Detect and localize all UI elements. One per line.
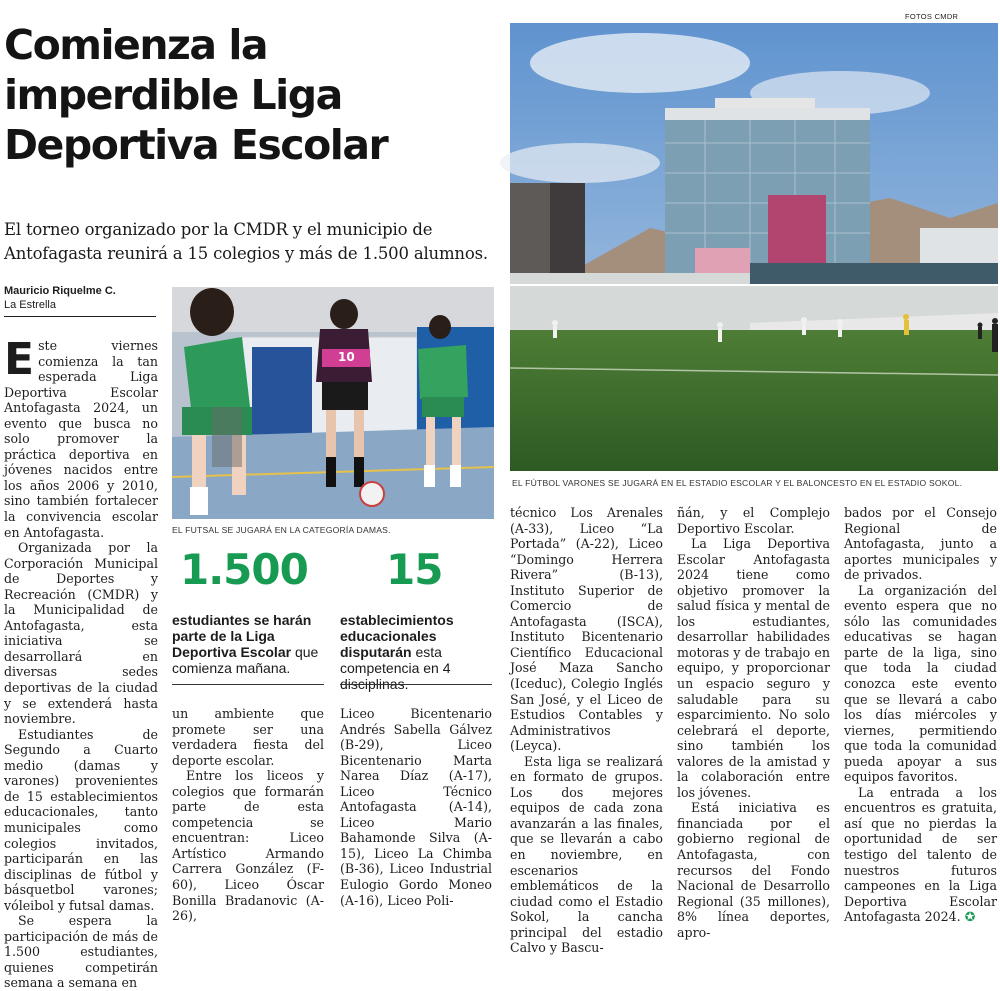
paragraph: Estudiantes de Segundo a Cuarto medio (damas y varones) provenientes de 15 establecimientos educacionales, tanto municipales como colegios invitados, participarán en las disciplinas de fútbol y básquetbol varones; vóleibol y futsal damas.	[4, 726, 158, 913]
paragraph-text: La entrada a los encuentros es gratuita, así que no pierdas la oportunidad de ser testigo del talento de nuestros futuros campeones en la Liga Deportiva Escolar Antofagasta 2024.	[844, 784, 997, 925]
paragraph: un ambiente que promete ser una verdadera fiesta del deporte escolar.	[172, 706, 324, 768]
stat-students-bold: estudiantes se harán parte de la Liga Deportiva Escolar	[172, 612, 312, 660]
body-column-2	[172, 706, 324, 924]
paragraph-text: ste viernes comienza la tan esperada Liga Deportiva Escolar Antofagasta 2024, un evento que busca no solo promover la práctica deportiva en jóvenes nacidos entre los años 2006 y 2010, sino también fortalecer la convivencia escolar en Antofagasta.	[4, 338, 158, 540]
photo-credit: FOTOS CMDR	[905, 12, 959, 21]
end-mark-icon: ✪	[964, 909, 976, 925]
stat-students-text	[172, 612, 327, 676]
paragraph: Organizada por la Corporación Municipal de Deportes y Recreación (CMDR) y la Municipalidad de Antofagasta, esta iniciativa se desarrollará en diversas sedes deportivas de la ciudad y se extenderá hasta noviembre.	[4, 540, 158, 727]
futsal-photo	[172, 287, 494, 519]
stat-students-divider	[172, 684, 324, 685]
paragraph: Liceo Bicentenario Andrés Sabella Gálvez (B-29), Liceo Bicentenario Marta Narea Díaz (A-17), Liceo Técnico Antofagasta (A-14), Liceo Mario Bahamonde Silva (A-15), Liceo La Chimba (B-36), Liceo Industrial Eulogio Gordo Moneo (A-16), Liceo Poli-	[340, 706, 492, 908]
stat-students-rest: que comienza mañana.	[172, 644, 319, 676]
body-column-3	[340, 706, 492, 908]
body-column-1	[4, 334, 158, 991]
stat-schools-bold: establecimientos educacionales disputarán	[340, 612, 454, 660]
paragraph: ñán, y el Complejo Deportivo Escolar.	[677, 505, 830, 536]
stat-students-value: 1.500	[180, 545, 308, 594]
outlet-name: La Estrella	[4, 299, 56, 311]
stat-schools-value: 15	[386, 545, 443, 594]
paragraph: Se espera la participación de más de 1.500 estudiantes, quienes competirán semana a semana en	[4, 913, 158, 991]
stadium-photo	[510, 23, 998, 471]
paragraph: bados por el Consejo Regional de Antofagasta, junto a aportes municipales y de privados.	[844, 505, 997, 583]
paragraph: Está iniciativa es financiada por el gobierno regional de Antofagasta, con recursos del Fondo Nacional de Desarrollo Regional (35 millones), 8% línea deportes, apro-	[677, 800, 830, 940]
paragraph: La Liga Deportiva Escolar Antofagasta 2024 tiene como objetivo promover la salud física y mental de los estudiantes, desarrollar habilidades motoras y de trabajo en equipo, y proporcionar un espacio seguro y saludable para su esparcimiento. No solo celebrará el deporte, sino también los valores de la amistad y la colaboración entre los jóvenes.	[677, 536, 830, 800]
stat-schools-rest: esta competencia en 4 disciplinas.	[340, 644, 451, 692]
stat-schools-divider	[340, 684, 492, 685]
headline: Comienza la imperdible Liga Deportiva Escolar	[4, 21, 388, 169]
paragraph: Entre los liceos y colegios que formarán parte de esta competencia se encuentran: Liceo Artístico Armando Carrera González (F-60), Liceo Óscar Bonilla Bradanovic (A-26),	[172, 768, 324, 924]
subheadline: El torneo organizado por la CMDR y el municipio de Antofagasta reunirá a 15 colegios y más de 1.500 alumnos.	[4, 220, 488, 263]
paragraph	[844, 785, 997, 925]
byline-divider	[4, 316, 156, 317]
body-column-6	[844, 505, 997, 925]
body-column-4	[510, 505, 663, 956]
jersey-number: 10	[338, 350, 355, 364]
author-name: Mauricio Riquelme C.	[4, 285, 116, 297]
paragraph	[4, 334, 158, 540]
byline	[4, 284, 159, 312]
paragraph: La organización del evento espera que no sólo las comunidades educativas se hagan parte de la liga, sino que toda la ciudad conozca este evento que se llevará a cabo los días miércoles y viernes, permitiendo que toda la comunidad pueda apoyar a sus equipos favoritos.	[844, 582, 997, 785]
stat-schools-text	[340, 612, 495, 692]
paragraph: Esta liga se realizará en formato de grupos. Los dos mejores equipos de cada zona avanzarán a las finales, que se llevarán a cabo en noviembre, en escenarios emblemáticos de la ciudad como el Estadio Sokol, la cancha principal del estadio Calvo y Bascu-	[510, 753, 663, 956]
stadium-photo-caption: EL FÚTBOL VARONES SE JUGARÁ EN EL ESTADIO ESCOLAR Y EL BALONCESTO EN EL ESTADIO SOKOL.	[512, 478, 963, 488]
body-column-5	[677, 505, 830, 940]
paragraph: técnico Los Arenales (A-33), Liceo “La Portada” (A-22), Liceo “Domingo Herrera Rivera” (B-13), Instituto Superior de Comercio de Antofagasta (ISCA), Instituto Bicentenario Científico Educacional José Maza Sancho (Iceduc), Colegio Inglés San José, y el Liceo de Estudios Contables y Administrativos (Leyca).	[510, 505, 663, 754]
drop-cap: E	[4, 334, 35, 385]
futsal-photo-caption: EL FUTSAL SE JUGARÁ EN LA CATEGORÍA DAMAS.	[172, 525, 391, 535]
